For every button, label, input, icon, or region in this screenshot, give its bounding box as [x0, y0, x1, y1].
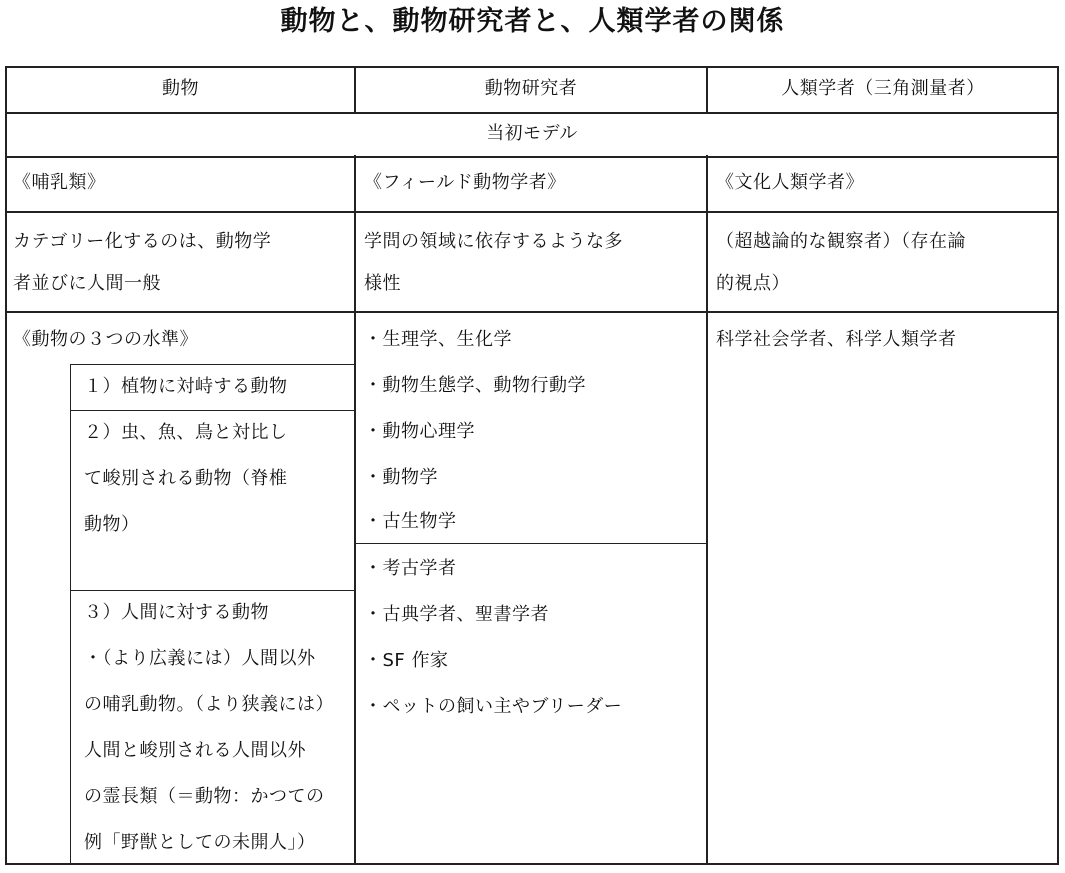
- animal-level-3-line3: の哺乳動物。（より狭義には）: [84, 694, 334, 715]
- researcher-item: ・動物生態学、動物行動学: [364, 375, 586, 396]
- header-animal-researchers: 動物研究者: [484, 78, 578, 99]
- category-cultural-anthropologists: 《文化人類学者》: [716, 172, 864, 193]
- description-col2-line1: 学問の領域に依存するような多: [364, 231, 623, 252]
- description-col1-line1: カテゴリー化するのは、動物学: [13, 231, 272, 252]
- researcher-item: ・古生物学: [364, 511, 457, 532]
- animal-level-3-line1: ３）人間に対する動物: [84, 602, 269, 623]
- researcher-group-divider: [354, 543, 706, 544]
- row-divider-description: [5, 311, 1059, 313]
- levels-box-left: [70, 364, 71, 865]
- animal-level-1: １）植物に対峙する動物: [84, 376, 288, 397]
- header-anthropologists: 人類学者（三角測量者）: [781, 78, 985, 99]
- column-divider-1: [354, 66, 356, 865]
- anthropologists-note: 科学社会学者、科学人類学者: [716, 329, 957, 350]
- page-title: 動物と、動物研究者と、人類学者の関係: [280, 6, 785, 37]
- researcher-item: ・古典学者、聖書学者: [364, 604, 549, 625]
- researcher-item: ・動物学: [364, 467, 438, 488]
- animal-level-3-line5: の霊長類（＝動物：かつての: [84, 786, 325, 807]
- column-divider-2: [706, 66, 708, 865]
- animal-level-2-line3: 動物）: [84, 514, 140, 535]
- row-divider-section: [5, 156, 1059, 158]
- description-col3-line1: （超越論的な観察者）（存在論: [716, 231, 966, 252]
- animal-level-3-line2: ・（より広義には）人間以外: [84, 648, 316, 669]
- header-animals: 動物: [162, 78, 199, 99]
- researcher-item: ・SF 作家: [364, 650, 449, 671]
- description-col1-line2: 者並びに人間一般: [13, 273, 161, 294]
- levels-divider-3: [70, 590, 355, 591]
- animal-levels-heading: 《動物の３つの水準》: [13, 329, 198, 350]
- animal-level-3-line6: 例「野獣としての未開人」）: [84, 832, 316, 853]
- section-label: 当初モデル: [486, 123, 578, 144]
- levels-divider-1: [70, 364, 355, 365]
- category-mammals: 《哺乳類》: [13, 172, 106, 193]
- researcher-item: ・ペットの飼い主やブリーダー: [364, 696, 623, 717]
- description-col3-line2: 的視点）: [716, 273, 790, 294]
- researcher-item: ・動物心理学: [364, 421, 475, 442]
- animal-level-2-line2: て峻別される動物（脊椎: [84, 468, 288, 489]
- description-col2-line2: 様性: [364, 273, 401, 294]
- category-field-zoologists: 《フィールド動物学者》: [364, 172, 566, 193]
- researcher-item: ・考古学者: [364, 558, 457, 579]
- animal-level-2-line1: ２）虫、魚、鳥と対比し: [84, 422, 288, 443]
- researcher-item: ・生理学、生化学: [364, 329, 512, 350]
- row-divider-category: [5, 211, 1059, 213]
- animal-level-3-line4: 人間と峻別される人間以外: [84, 740, 306, 761]
- levels-divider-2: [70, 410, 355, 411]
